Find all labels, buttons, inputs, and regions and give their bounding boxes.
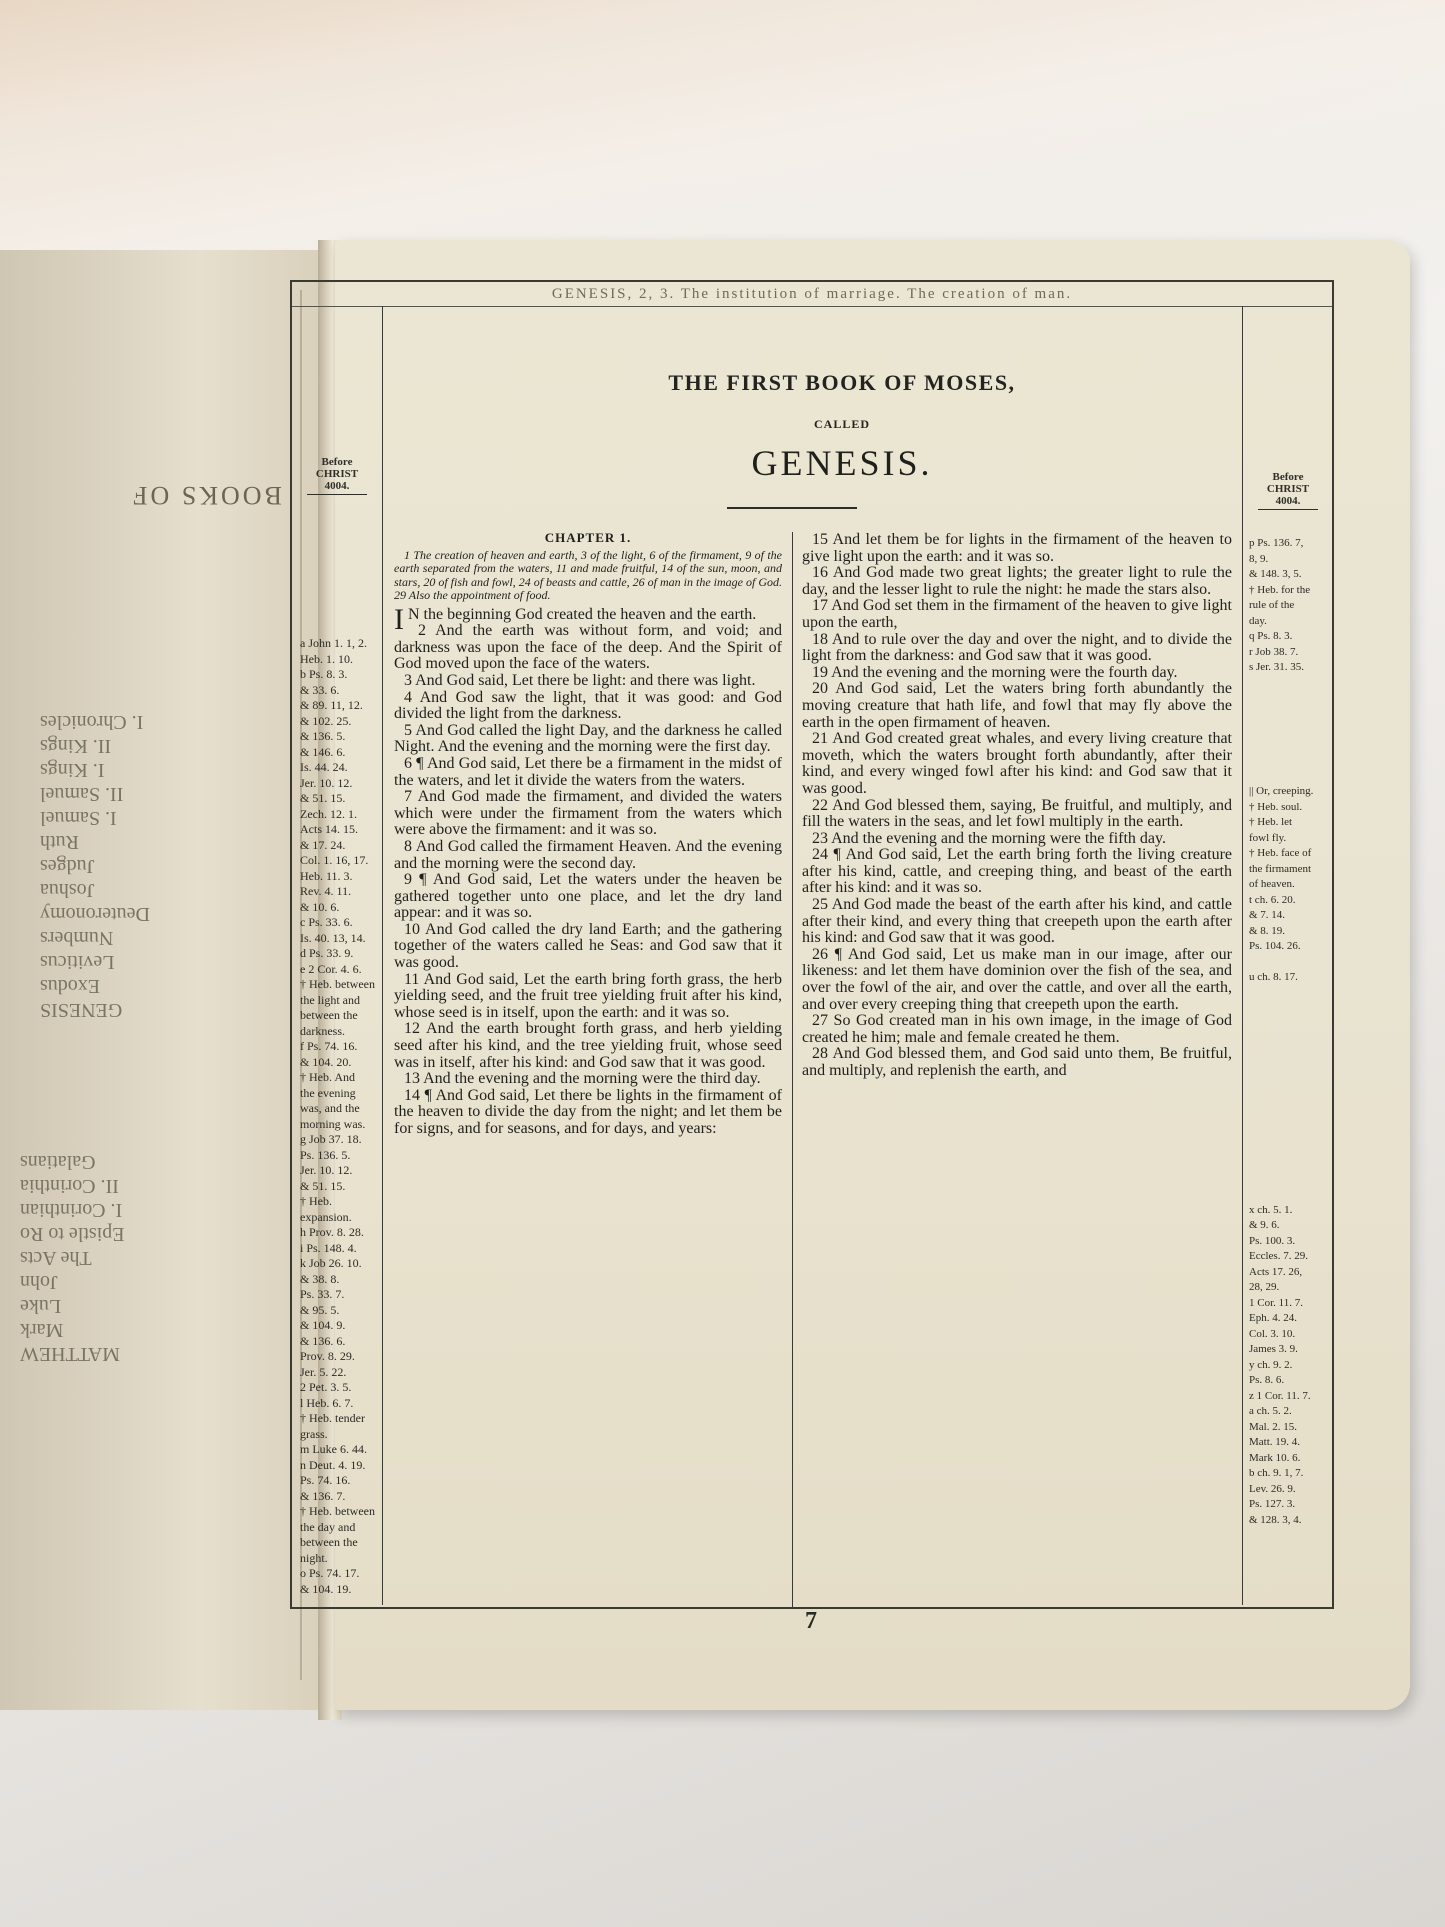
book-list-item: Ruth <box>40 831 79 853</box>
book-list-item: Mark <box>20 1319 64 1341</box>
book-list-item: I. Chronicles <box>40 711 144 733</box>
verse: 21 And God created great whales, and every living creature that moveth, which the waters brought forth abundantly, after their kind, and every winged fowl after his kind: and God saw that it was good. <box>802 730 1232 797</box>
book-list-item: Joshua <box>40 879 95 901</box>
left-page-list-new-testament <box>20 1150 170 1366</box>
verse: 16 And God made two great lights; the greater light to rule the day, and the lesser light to rule the night: he made the stars also. <box>802 564 1232 598</box>
page-number: 7 <box>805 1608 817 1634</box>
book-list-item: II. Corinthia <box>20 1175 119 1197</box>
verse-text: N the beginning God created the heaven and the earth. <box>408 605 757 623</box>
verse: 28 And God blessed them, and God said unto them, Be fruitful, and multiply, and replenish the earth, and <box>802 1045 1232 1079</box>
book-list-item: Leviticus <box>40 951 115 973</box>
book-list-item: John <box>20 1271 58 1293</box>
verse: 12 And the earth brought forth grass, and herb yielding seed after his kind, and the tree yielding fruit, whose seed was in itself, after his kind: and God saw that it was good. <box>394 1020 782 1071</box>
verse: 9 ¶ And God said, Let the waters under the heaven be gathered together unto one place, and let the dry land appear: and it was so. <box>394 871 782 922</box>
verse: 17 And God set them in the firmament of the heaven to give light upon the earth, <box>802 597 1232 631</box>
book-list-item: II. Samuel <box>40 783 124 805</box>
left-page-heading: BOOKS OF <box>130 481 282 510</box>
book-list-item: Galatians <box>20 1151 96 1173</box>
called-label: CALLED <box>813 417 870 431</box>
verse: 5 And God called the light Day, and the darkness he called Night. And the evening and the morning were the first day. <box>394 721 782 756</box>
verse: 14 ¶ And God said, Let there be lights in the firmament of the heaven to divide the day from the night; and let them be for signs, and for seasons, and for days, and years: <box>394 1086 782 1137</box>
verse: 11 And God said, Let the earth bring forth grass, the herb yielding seed, and the fruit tree yielding fruit after his kind, whose seed is in itself, upon the earth: and it was so. <box>394 970 782 1021</box>
christ-label: CHRIST <box>1266 483 1310 495</box>
column-divider <box>792 532 793 1607</box>
book-list-item: Numbers <box>40 927 114 949</box>
book-list-item: Luke <box>20 1295 62 1317</box>
title-rule <box>727 507 857 509</box>
verse: 7 And God made the firmament, and divided the waters which were under the firmament from the waters which were above the firmament: and it was so. <box>394 788 782 839</box>
verse: 4 And God saw the light, that it was good: and God divided the light from the darkness. <box>394 688 782 723</box>
before-label: Before <box>1272 471 1304 483</box>
verse: 15 And let them be for lights in the firmament of the heaven to give light upon the earth: and it was so. <box>802 531 1232 565</box>
left-reference-column <box>292 306 383 1605</box>
verse: 22 And God blessed them, saying, Be fruitful, and multiply, and fill the waters in the seas, and let fowl multiply in the earth. <box>802 796 1232 831</box>
book-name: GENESIS. <box>751 443 933 483</box>
book-list-item: The Acts <box>20 1247 92 1269</box>
verse: 18 And to rule over the day and over the night, and to divide the light from the darkness: and God saw that it was good. <box>802 630 1232 665</box>
book-list-item: I. Corinthian <box>20 1199 123 1221</box>
christ-label: CHRIST <box>315 468 359 480</box>
left-page <box>0 250 335 1710</box>
verse <box>394 602 782 636</box>
right-cross-references: p Ps. 136. 7, 8, 9. & 148. 3, 5. † Heb. for the rule of the day. q Ps. 8. 3. r Job 38. 7. s Jer. 31. 35. || Or, creeping. † Heb. soul. † Heb. let fowl fly. † Heb. face of the firmament of heaven. t ch. 6. 20. & 7. 14. & 8. 19. Ps. 104. 26. u ch. 8. 17. x ch. 5. 1. & 9. 6. Ps. 100. 3. Eccles. 7. 29. Acts 17. 26, 28, 29. 1 Cor. 11. 7. Eph. 4. 24. Col. 3. 10. James 3. 9. y ch. 9. 2. Ps. 8. 6. z 1 Cor. 11. 7. a ch. 5. 2. Mal. 2. 15. Matt. 19. 4. Mark 10. 6. b ch. 9. 1, 7. Lev. 26. 9. Ps. 127. 3. & 128. 3, 4. <box>1249 537 1314 1526</box>
chapter-heading: CHAPTER 1. <box>544 530 632 545</box>
book-list-item: Exodus <box>40 975 100 997</box>
verse: 2 And the earth was without form, and void; and darkness was upon the face of the deep. And the Spirit of God moved upon the face of the waters. <box>394 622 782 673</box>
verse: 13 And the evening and the morning were the third day. <box>404 1070 761 1088</box>
book-list-item: II. Kings <box>40 735 112 757</box>
right-date-marker <box>1243 471 1333 510</box>
chapter-summary: 1 The creation of heaven and earth, 3 of the light, 6 of the firmament, 9 of the earth separated from the waters, 11 and made fruitful, 14 of the sun, moon, and stars, 20 of fish and fowl, 24 of beasts and cattle, 26 of man in the image of God. 29 Also the appointment of food. <box>394 547 782 603</box>
verse: 20 And God said, Let the waters bring forth abundantly the moving creature that hath life, and fowl that may fly above the earth in the open firmament of heaven. <box>802 680 1232 731</box>
left-cross-references: a John 1. 1, 2. Heb. 1. 10. b Ps. 8. 3. & 33. 6. & 89. 11, 12. & 102. 25. & 136. 5. & 146. 6. Is. 44. 24. Jer. 10. 12. & 51. 15. Zech. 12. 1. Acts 14. 15. & 17. 24. Col. 1. 16, 17. Heb. 11. 3. Rev. 4. 11. & 10. 6. c Ps. 33. 6. Is. 40. 13, 14. d Ps. 33. 9. e 2 Cor. 4. 6. † Heb. between the light and between the darkness. f Ps. 74. 16. & 104. 20. † Heb. And the evening was, and the morning was. g Job 37. 18. Ps. 136. 5. Jer. 10. 12. & 51. 15. † Heb. expansion. h Prov. 8. 28. i Ps. 148. 4. k Job 26. 10. & 38. 8. Ps. 33. 7. & 95. 5. & 104. 9. & 136. 6. Prov. 8. 29. Jer. 5. 22. 2 Pet. 3. 5. l Heb. 6. 7. † Heb. tender grass. m Luke 6. 44. n Deut. 4. 19. Ps. 74. 16. & 136. 7. † Heb. between the day and between the night. o Ps. 74. 17. & 104. 19. <box>300 636 375 1596</box>
text-column-2 <box>802 532 1232 1080</box>
verse: 23 And the evening and the morning were the fifth day. <box>812 829 1166 847</box>
right-reference-column <box>1242 306 1333 1605</box>
before-label: Before <box>321 456 353 468</box>
text-column-1 <box>394 530 782 1138</box>
book-list-item: GENESIS <box>40 999 123 1021</box>
left-page-list-old-testament <box>40 710 190 1022</box>
verse: 26 ¶ And God said, Let us make man in our image, after our likeness: and let them have dominion over the fish of the sea, and over the fowl of the air, and over the cattle, and over all the earth, and over every creeping thing that creepeth upon the earth. <box>802 945 1232 1013</box>
verse: 24 ¶ And God said, Let the earth bring forth the living creature after his kind, cattle, and creeping thing, and beast of the earth after his kind: and it was so. <box>802 846 1232 897</box>
verse: 25 And God made the beast of the earth after his kind, and cattle after their kind, and every thing that creepeth upon the earth after his kind: and God saw that it was good. <box>802 896 1232 947</box>
book-list-item: MATTHEW <box>20 1343 120 1365</box>
page-text-frame <box>290 280 1334 1609</box>
table-surface <box>0 0 1445 250</box>
verse: 19 And the evening and the morning were the fourth day. <box>812 663 1178 681</box>
book-title-line: THE FIRST BOOK OF MOSES, <box>668 370 1016 395</box>
verse: 3 And God said, Let there be light: and there was light. <box>404 671 756 689</box>
verse: 6 ¶ And God said, Let there be a firmament in the midst of the waters, and let it divide the waters from the waters. <box>394 754 782 789</box>
book-list-item: Deuteronomy <box>40 903 150 925</box>
year-label: 4004. <box>324 480 350 492</box>
book-list-item: Epistle to Ro <box>20 1223 125 1245</box>
book-list-item: I. Kings <box>40 759 105 781</box>
running-head: GENESIS, 2, 3. The institution of marriage. The creation of man. <box>292 282 1332 307</box>
left-date-marker <box>292 456 382 495</box>
verse: 27 So God created man in his own image, in the image of God created he him; male and female created he them. <box>802 1012 1232 1046</box>
book-list-item: I. Samuel <box>40 807 117 829</box>
drop-cap: I <box>394 602 404 636</box>
year-label: 4004. <box>1275 495 1301 507</box>
verse: 8 And God called the firmament Heaven. And the evening and the morning were the second day. <box>394 837 782 872</box>
verse: 10 And God called the dry land Earth; and the gathering together of the waters called he Seas: and God saw that it was good. <box>394 920 782 972</box>
book-list-item: Judges <box>40 855 95 877</box>
